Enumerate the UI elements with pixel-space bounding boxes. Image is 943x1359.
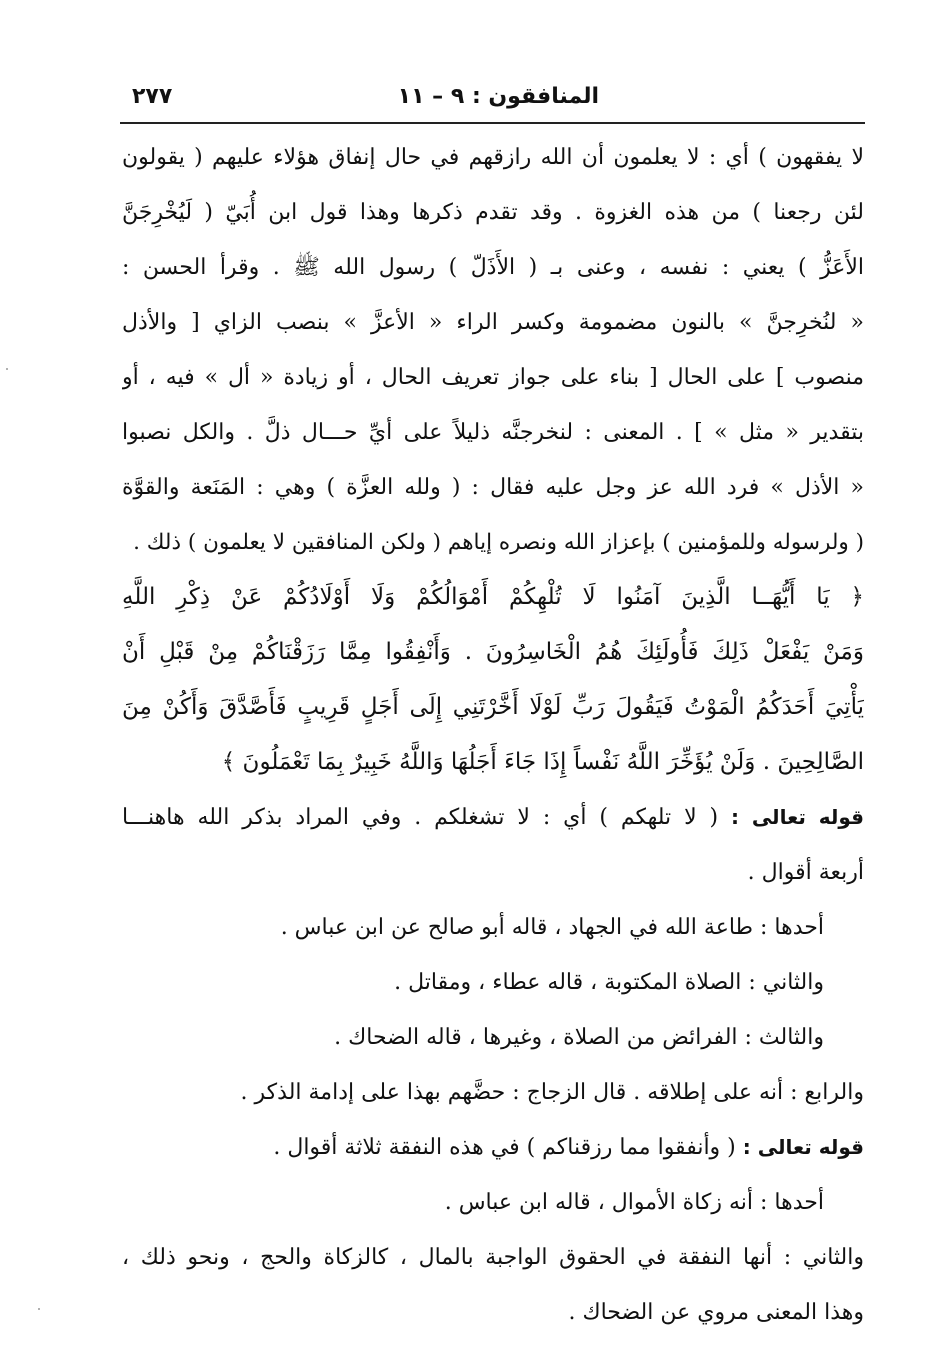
list-item — [122, 900, 864, 955]
line-text: والرابع : أنه على إطلاقه . قال الزجاج : حضَّهم بهذا على إدامة الذكر . — [240, 1080, 864, 1105]
text-line — [122, 460, 864, 515]
list-item — [122, 1010, 864, 1065]
text-line — [122, 405, 864, 460]
line-text: الصَّالِحِينَ . وَلَنْ يُؤَخِّرَ اللَّهُ نَفْساً إِذَا جَاءَ أَجَلُهَا وَاللَّهُ خَبِيرٌ بِمَا تَعْمَلُونَ ﴾ — [221, 749, 864, 775]
verse-line — [122, 570, 864, 625]
text-line — [122, 515, 864, 570]
page-number: ٢٧٧ — [132, 84, 173, 109]
margin-speck — [6, 368, 8, 370]
body-text — [122, 130, 864, 1340]
text-line — [122, 130, 864, 185]
line-text: منصوب ] على الحال [ بناء على جواز تعريف الحال ، أو زيادة « أل » فيه ، أو — [122, 365, 864, 390]
text-line — [122, 350, 864, 405]
text-line — [122, 790, 864, 845]
line-text: والثالث : الفرائض من الصلاة ، وغيرها ، قاله الضحاك . — [334, 1025, 824, 1050]
line-text: يَأْتِيَ أَحَدَكُمُ الْمَوْتُ فَيَقُولَ رَبِّ لَوْلَا أَخَّرْتَنِي إِلَى أَجَلٍ قَرِيبٍ فَأَصَّدَّقَ وَأَكُنْ مِنَ — [122, 694, 864, 720]
list-item — [122, 1175, 864, 1230]
header-rule — [120, 122, 865, 124]
line-text: « لنُخرِجنَّ » بالنون مضمومة وكسر الراء « الأعزَّ » بنصب الزاي [ والأذل — [122, 310, 864, 335]
list-item — [122, 955, 864, 1010]
line-text: لا يفقهون ) أي : لا يعلمون أن الله رازقهم في حال إنفاق هؤلاء عليهم ( يقولون — [122, 145, 864, 170]
lead-phrase: قوله تعالى : — [742, 1135, 864, 1159]
text-line — [122, 185, 864, 240]
page-header — [122, 78, 864, 118]
verse-line — [122, 735, 864, 790]
running-title: المنافقون : ٩ – ١١ — [397, 84, 599, 109]
line-text: والثاني : الصلاة المكتوبة ، قاله عطاء ، ومقاتل . — [394, 970, 824, 995]
line-text: بتقدير « مثل » ] . المعنى : لنخرجنَّه ذليلاً على أيِّ حـــال ذلَّ . والكل نصبوا — [122, 420, 864, 445]
text-line — [122, 1230, 864, 1285]
line-text: « الأذل » فرد الله عز وجل عليه فقال : ( ولله العزَّة ) وهي : المَنَعة والقوَّة — [122, 475, 864, 500]
lead-phrase: قوله تعالى : — [730, 805, 864, 829]
line-text: ﴿ يَا أَيُّهَــا الَّذِينَ آمَنُوا لَا تُلْهِكُمْ أَمْوَالُكُمْ وَلَا أَوْلَادُكُمْ عَنْ ذِكْرِ اللَّهِ — [122, 584, 864, 610]
text-line — [122, 845, 864, 900]
line-text: والثاني : أنها النفقة في الحقوق الواجبة بالمال ، كالزكاة والحج ، ونحو ذلك ، — [122, 1245, 864, 1270]
text-line — [122, 1120, 864, 1175]
text-line — [122, 295, 864, 350]
margin-speck — [38, 1308, 40, 1310]
verse-line — [122, 625, 864, 680]
line-text: أربعة أقوال . — [747, 860, 864, 885]
verse-line — [122, 680, 864, 735]
line-text: لئن رجعنا ) من هذه الغزوة . وقد تقدم ذكرها وهذا قول ابن أُبَيّ ( لَيُخْرِجَنَّ — [122, 200, 864, 225]
text-line — [122, 1285, 864, 1340]
text-line — [122, 1065, 864, 1120]
line-text: ( ولرسوله وللمؤمنين ) بإعزاز الله ونصره إياهم ( ولكن المنافقين لا يعلمون ) ذلك . — [133, 530, 864, 555]
line-text: ( لا تلهكم ) أي : لا تشغلكم . وفي المراد بذكر الله هاهنـــا — [122, 805, 731, 830]
text-line — [122, 240, 864, 295]
line-text: أحدها : طاعة الله في الجهاد ، قاله أبو صالح عن ابن عباس . — [280, 915, 824, 940]
line-text: وَمَنْ يَفْعَلْ ذَلِكَ فَأُولَئِكَ هُمُ الْخَاسِرُونَ . وَأَنْفِقُوا مِمَّا رَزَقْنَاكُمْ مِنْ قَبْلِ أَنْ — [122, 639, 864, 665]
line-text: وهذا المعنى مروي عن الضحاك . — [568, 1300, 864, 1325]
line-text: الأَعَزُّ ) يعني : نفسه ، وعنى بـ ( الأَذَلّ ) رسول الله ﷺ . وقرأ الحسن : — [122, 255, 864, 280]
line-text: أحدها : أنه زكاة الأموال ، قاله ابن عباس . — [444, 1190, 824, 1215]
line-text: ( وأنفقوا مما رزقناكم ) في هذه النفقة ثلاثة أقوال . — [273, 1135, 743, 1160]
